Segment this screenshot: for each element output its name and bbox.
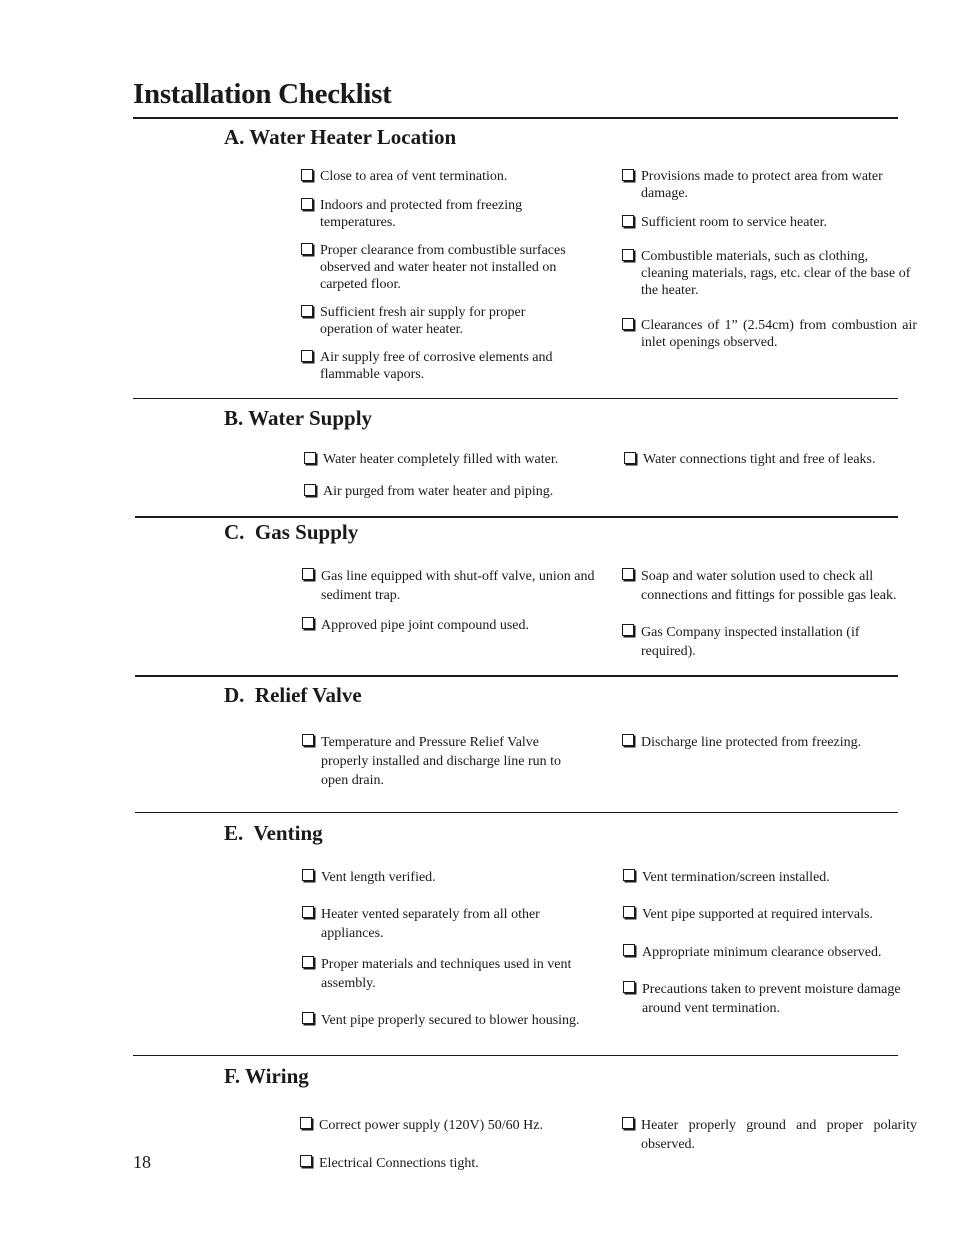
checklist-item-label: Temperature and Pressure Relief Valve properly installed and discharge line run to open drain. [321,735,562,788]
section-divider [135,812,898,813]
title-rule [133,117,898,119]
checkbox-icon[interactable] [622,249,634,261]
checkbox-icon[interactable] [300,1117,312,1129]
checkbox-icon[interactable] [302,1012,314,1024]
checklist-item-label: Air purged from water heater and piping. [323,484,554,499]
section-heading-water-supply: B. Water Supply [224,406,373,430]
checkbox-icon[interactable] [304,484,316,496]
checklist-item-label: Precautions taken to prevent moisture damage around vent termination. [642,982,901,1016]
section-heading-venting: E. Venting [224,821,323,845]
checkbox-icon[interactable] [302,869,314,881]
checklist-item-label: Air supply free of corrosive elements and flammable vapors. [320,350,553,382]
checklist-item[interactable] [301,567,596,605]
checklist-item-label: Heater vented separately from all other appliances. [321,907,540,941]
checklist-item[interactable] [621,623,917,661]
checklist-item-label: Gas line equipped with shut-off valve, union and sediment trap. [321,569,595,603]
section-heading-gas-supply: C. Gas Supply [224,520,359,544]
checklist-item-label: Gas Company inspected installation (if required). [641,625,860,659]
checkbox-icon[interactable] [623,944,635,956]
checklist-item[interactable] [303,451,593,468]
checkbox-icon[interactable] [622,568,634,580]
checklist-item-label: Heater properly ground and proper polarity observed. [641,1118,917,1152]
checklist-item-label: Proper clearance from combustible surfaces observed and water heater not installed on carpeted floor. [320,243,566,292]
checkbox-icon[interactable] [301,169,313,181]
checkbox-icon[interactable] [624,452,636,464]
checkbox-icon[interactable] [622,734,634,746]
checklist-item-label: Approved pipe joint compound used. [321,618,530,633]
checklist-item[interactable] [621,214,917,231]
checklist-item[interactable] [621,1116,917,1154]
checklist-item-label: Water connections tight and free of leaks. [643,452,876,467]
checklist-item[interactable] [621,248,917,299]
checklist-item-label: Electrical Connections tight. [319,1156,479,1171]
section-divider [133,398,898,399]
checklist-item[interactable] [300,304,580,338]
checkbox-icon[interactable] [622,169,634,181]
section-heading-wiring: F. Wiring [224,1064,309,1088]
checklist-item-label: Appropriate minimum clearance observed. [642,945,882,960]
checklist-item[interactable] [301,868,596,887]
checklist-item[interactable] [299,1154,594,1173]
checkbox-icon[interactable] [301,305,313,317]
checkbox-icon[interactable] [623,869,635,881]
checkbox-icon[interactable] [301,243,313,255]
checklist-item[interactable] [301,733,581,790]
page-number: 18 [133,1152,151,1172]
section-divider [133,1055,898,1056]
checkbox-icon[interactable] [301,350,313,362]
section-heading-water-heater-location: A. Water Heater Location [224,125,457,149]
checklist-item[interactable] [300,197,580,231]
checkbox-icon[interactable] [302,906,314,918]
checkbox-icon[interactable] [304,452,316,464]
checkbox-icon[interactable] [623,906,635,918]
checklist-item[interactable] [622,905,917,924]
checklist-item[interactable] [300,349,580,383]
checklist-item[interactable] [300,168,580,185]
checklist-item[interactable] [301,1011,596,1030]
checklist-item-label: Correct power supply (120V) 50/60 Hz. [319,1118,543,1133]
checkbox-icon[interactable] [302,956,314,968]
checkbox-icon[interactable] [301,198,313,210]
checklist-item-label: Sufficient fresh air supply for proper operation of water heater. [320,305,526,337]
checkbox-icon[interactable] [300,1155,312,1167]
checklist-item[interactable] [301,955,596,993]
checklist-item[interactable] [622,980,917,1018]
section-divider [135,516,898,518]
checkbox-icon[interactable] [302,568,314,580]
checklist-item-label: Combustible materials, such as clothing, cleaning materials, rags, etc. clear of the base of the heater. [641,249,911,298]
checkbox-icon[interactable] [622,318,634,330]
checkbox-icon[interactable] [302,734,314,746]
checklist-item[interactable] [623,451,917,468]
checklist-item[interactable] [299,1116,594,1135]
checklist-item-label: Provisions made to protect area from water damage. [641,169,883,201]
checkbox-icon[interactable] [622,1117,634,1129]
checklist-item[interactable] [622,943,917,962]
checklist-item-label: Soap and water solution used to check all connections and fittings for possible gas leak. [641,569,897,603]
checklist-item-label: Clearances of 1” (2.54cm) from combustion air inlet openings observed. [641,318,917,350]
checkbox-icon[interactable] [622,624,634,636]
checklist-item-label: Proper materials and techniques used in vent assembly. [321,957,572,991]
section-divider [135,675,898,677]
checklist-item-label: Close to area of vent termination. [320,169,508,184]
section-heading-relief-valve: D. Relief Valve [224,683,362,707]
checklist-item-label: Vent length verified. [321,870,436,885]
checklist-item-label: Vent pipe supported at required intervals. [642,907,873,922]
checklist-item[interactable] [301,616,596,635]
checklist-item[interactable] [622,868,917,887]
checklist-item[interactable] [301,905,596,943]
checklist-item-label: Water heater completely filled with water. [323,452,559,467]
checklist-item[interactable] [300,242,580,293]
checkbox-icon[interactable] [622,215,634,227]
checklist-item[interactable] [303,483,593,500]
checklist-item[interactable] [621,733,917,752]
checklist-item-label: Sufficient room to service heater. [641,215,827,230]
checkbox-icon[interactable] [623,981,635,993]
checklist-item-label: Vent pipe properly secured to blower housing. [321,1013,580,1028]
checkbox-icon[interactable] [302,617,314,629]
checklist-item[interactable] [621,317,917,351]
checklist-item[interactable] [621,168,917,202]
checklist-item-label: Discharge line protected from freezing. [641,735,862,750]
checklist-item-label: Indoors and protected from freezing temperatures. [320,198,523,230]
checklist-item-label: Vent termination/screen installed. [642,870,830,885]
page-title: Installation Checklist [133,78,392,110]
checklist-item[interactable] [621,567,917,605]
